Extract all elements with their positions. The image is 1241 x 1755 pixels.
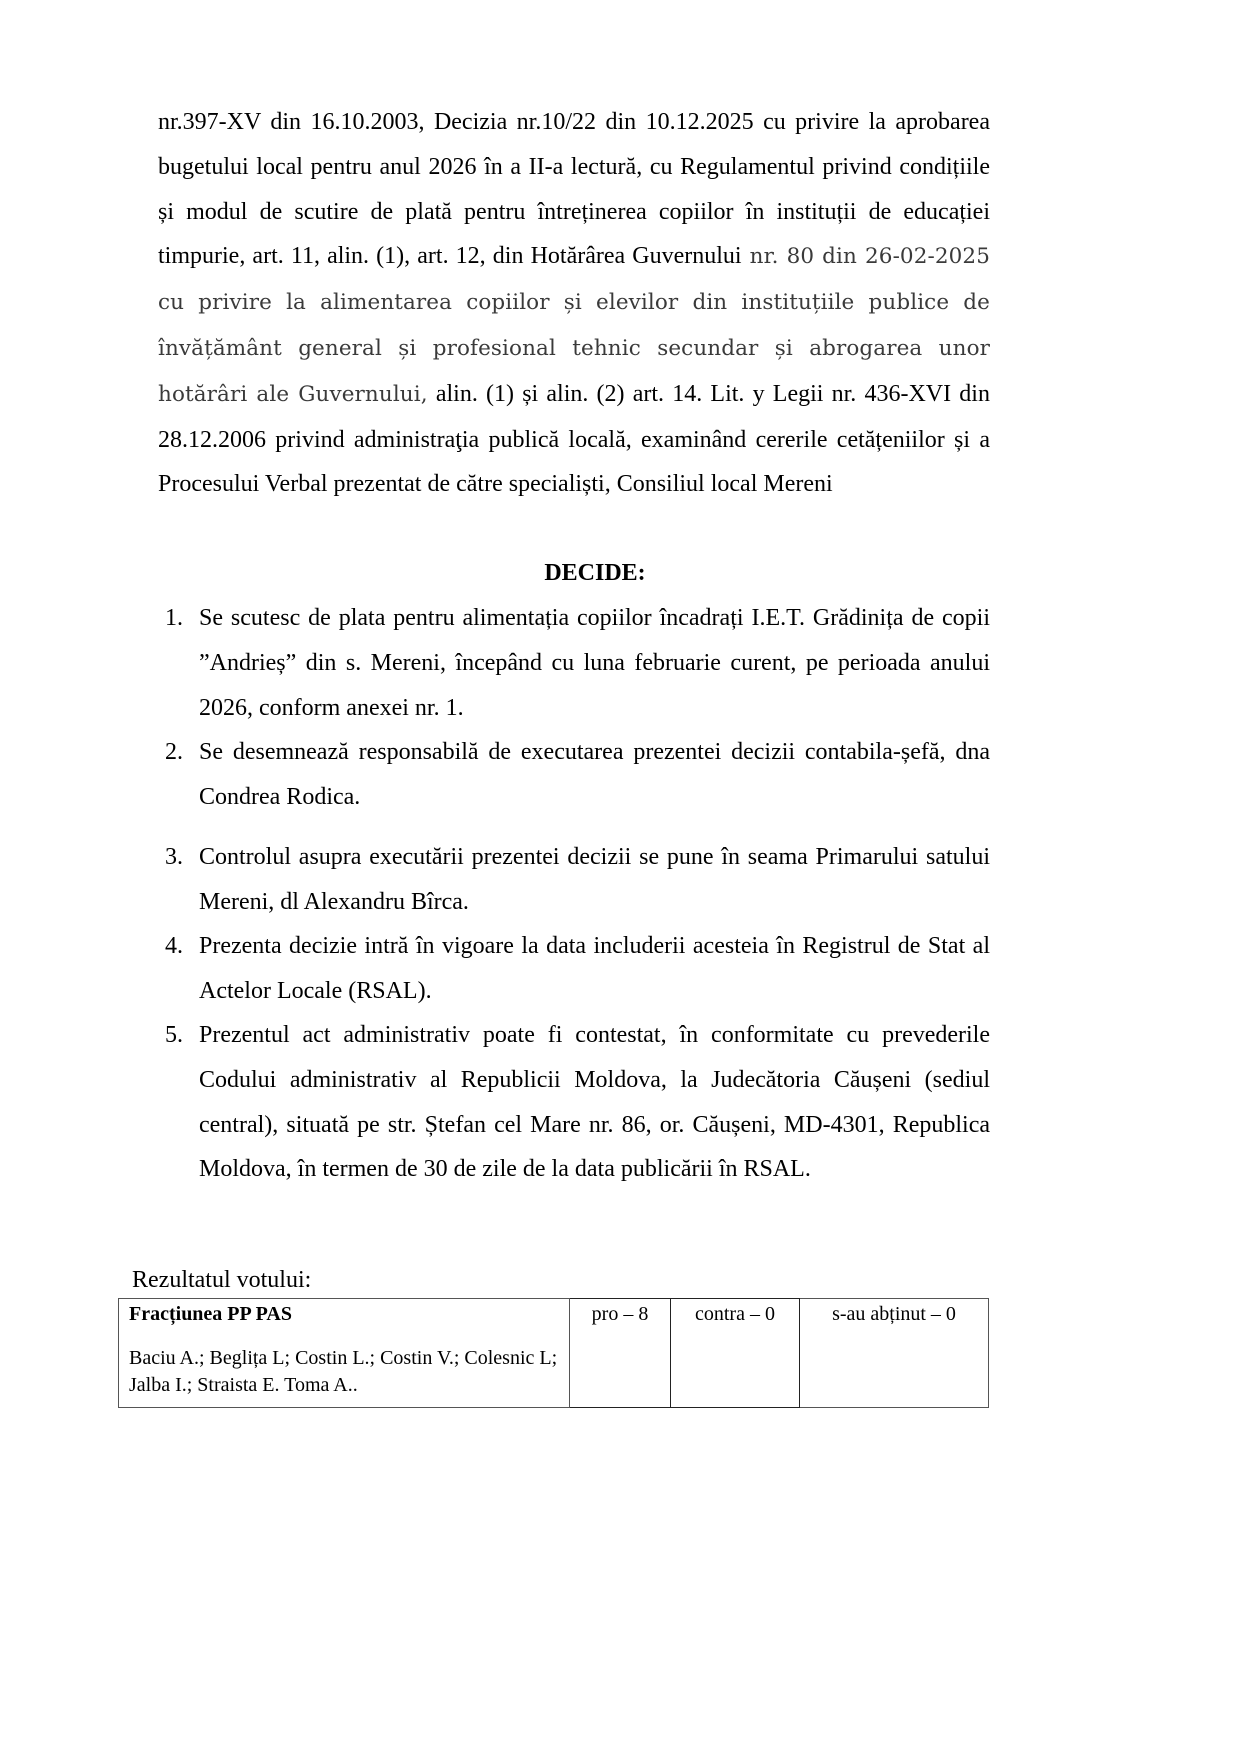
preamble-paragraph — [158, 100, 990, 507]
faction-members: Baciu A.; Beglița L; Costin L.; Costin V.; Colesnic L; Jalba I.; Straista E. Toma A.. — [129, 1347, 558, 1396]
item-number: 4. — [165, 933, 183, 959]
contra-votes: contra – 0 — [671, 1299, 800, 1408]
faction-name: Fracțiunea PP PAS — [129, 1303, 292, 1325]
pro-votes: pro – 8 — [570, 1299, 671, 1408]
item-text: Se desemnează responsabilă de executarea prezentei decizii contabila-șefă, dna Condrea Rodica. — [199, 739, 990, 810]
preamble-text-gray-part: nr. 80 din 26-02-2025 cu privire la alimentarea copiilor și elevilor din instituțiile publice de învățământ general și profesional tehnic secundar și abrogarea unor hotărâri ale Guvernului, — [158, 244, 990, 407]
vote-table — [118, 1298, 989, 1408]
item-text: Prezenta decizie intră în vigoare la data includerii acesteia în Registrul de Stat al Actelor Locale (RSAL). — [199, 933, 990, 1004]
vote-result-label: Rezultatul votului: — [132, 1267, 312, 1293]
item-text: Se scutesc de plata pentru alimentația copiilor încadrați I.E.T. Grădinița de copii ”Andrieș” din s. Mereni, începând cu luna februarie curent, pe perioada anului 2026, conform anexei nr. 1. — [199, 605, 990, 721]
abstained-votes: s-au abținut – 0 — [800, 1299, 989, 1408]
item-number: 5. — [165, 1022, 183, 1048]
preamble-text-part-2: alin. (1) și alin. (2) art. 14. Lit. y Legii nr. 436-XVI din 28.12.2006 privind administraţia publică locală, examinând cererile cetățeniilor și a Procesului Verbal prezentat de către specialiști, Consiliul local Mereni — [158, 380, 990, 498]
faction-cell — [119, 1299, 570, 1408]
item-text: Controlul asupra executării prezentei decizii se pune în seama Primarului satului Mereni, dl Alexandru Bîrca. — [199, 844, 990, 915]
vote-row — [119, 1299, 989, 1408]
preamble-text-part-1: nr.397-XV din 16.10.2003, Decizia nr.10/22 din 10.12.2025 cu privire la aprobarea bugetului local pentru anul 2026 în a II-a lectură, cu Regulamentul privind condițiile și modul de scutire de plată pentru întreținerea copiilor în instituții de educației timpurie, art. 11, alin. (1), art. 12, din Hotărârea Guvernului — [158, 109, 990, 270]
item-number: 3. — [165, 844, 183, 870]
decide-heading: DECIDE: — [544, 560, 646, 586]
item-number: 1. — [165, 605, 183, 631]
item-text: Prezentul act administrativ poate fi contestat, în conformitate cu prevederile Codului administrativ al Republicii Moldova, la Judecătoria Căușeni (sediul central), situată pe str. Ștefan cel Mare nr. 86, or. Căușeni, MD-4301, Republica Moldova, în termen de 30 de zile de la data publicării în RSAL. — [199, 1022, 990, 1183]
item-number: 2. — [165, 739, 183, 765]
